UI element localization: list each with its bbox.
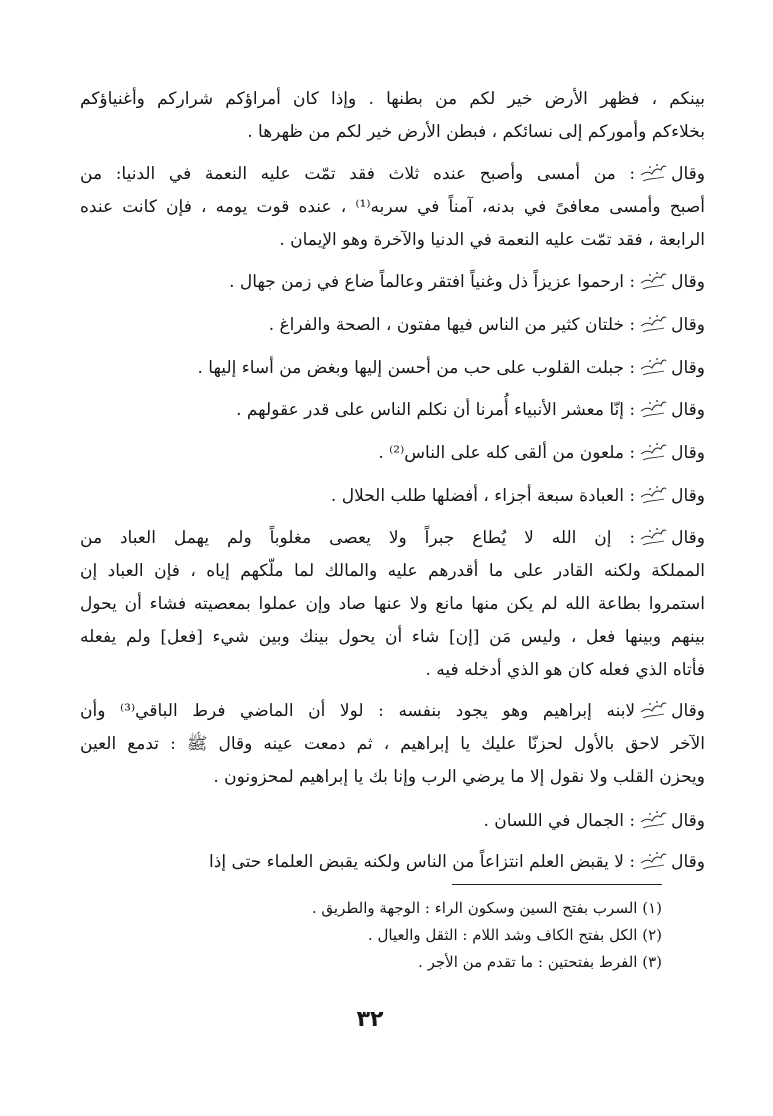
text-line — [80, 761, 705, 794]
footnote-2: (٢) الكل بفتح الكاف وشد اللام : الثقل والعيال . — [367, 926, 662, 944]
paragraph — [80, 522, 705, 687]
line-text: : العبادة سبعة أجزاء ، أفضلها طلب الحلال . — [330, 486, 636, 506]
line-text: لابنه إبراهيم وهو يجود بنفسه : لولا أن الماضي فرط الباقي⁽³⁾ وأن — [80, 701, 636, 721]
line-text: ويحزن القلب ولا نقول إلا ما يرضي الرب وإنا بك يا إبراهيم لمحزونون . — [213, 767, 705, 787]
footnotes — [300, 895, 662, 976]
text-line — [80, 352, 705, 385]
line-text: الرابعة ، فقد تمّت عليه النعمة في الدنيا والآخرة وهو الإيمان . — [279, 230, 705, 250]
text-line — [80, 437, 705, 470]
text-line — [80, 654, 705, 687]
footnote-1: (١) السرب بفتح السين وسكون الراء : الوجهة والطريق . — [311, 899, 662, 917]
line-text: : ملعون من ألقى كله على الناس⁽²⁾ . — [378, 443, 636, 463]
paragraph — [80, 309, 705, 342]
paragraph — [80, 805, 705, 838]
paragraph — [80, 437, 705, 470]
line-text: : ارحموا عزيزاً ذل وغنياً افتقر وعالماً ضاع في زمن جهال . — [229, 272, 636, 292]
text-line — [80, 83, 705, 116]
text-line — [80, 191, 705, 224]
speaker-lead: وقال — [671, 486, 705, 506]
speaker-lead: وقال — [671, 811, 705, 831]
speaker-lead: وقال — [671, 701, 706, 721]
speaker-lead: وقال — [671, 358, 705, 378]
line-text: بينكم ، فظهر الأرض خير لكم من بطنها . وإذا كان أمراؤكم شراركم وأغنياؤكم — [80, 89, 705, 109]
speaker-lead: وقال — [671, 315, 705, 335]
salawat-calligraphy-icon — [638, 524, 668, 550]
paragraph — [80, 480, 705, 513]
speaker-lead: وقال — [671, 272, 705, 292]
footnote-3: (٣) الفرط بفتحتين : ما تقدم من الأجر . — [418, 953, 662, 971]
text-line — [80, 266, 705, 299]
paragraph — [80, 394, 705, 427]
paragraph — [80, 83, 705, 149]
text-line — [80, 846, 705, 879]
paragraph — [80, 846, 705, 879]
line-text: استمروا بطاعة الله لم يكن منها مانع ولا عنها صاد وإن عملوا بمعصيته فشاء أن يحول — [80, 594, 705, 614]
paragraph — [80, 266, 705, 299]
text-line — [80, 224, 705, 257]
line-text: : من أمسى وأصبح عنده ثلاث فقد تمّت عليه النعمة في الدنيا: من — [80, 164, 636, 184]
text-line — [80, 522, 705, 555]
paragraph — [80, 158, 705, 257]
line-text: الآخر لاحق بالأول لحزنّا عليك يا إبراهيم ، ثم دمعت عينه وقال ﷺ : تدمع العين — [80, 734, 705, 754]
text-line — [80, 480, 705, 513]
text-line — [80, 621, 705, 654]
line-text: : الجمال في اللسان . — [483, 811, 636, 831]
text-line — [80, 394, 705, 427]
salawat-calligraphy-icon — [638, 807, 668, 833]
salawat-calligraphy-icon — [638, 396, 668, 422]
speaker-lead: وقال — [671, 443, 705, 463]
paragraph — [80, 352, 705, 385]
line-text: بخلاءكم وأموركم إلى نسائكم ، فبطن الأرض خير لكم من ظهرها . — [247, 122, 705, 142]
footnote-separator — [452, 884, 662, 885]
speaker-lead: وقال — [671, 164, 705, 184]
salawat-calligraphy-icon — [638, 311, 668, 337]
text-line — [80, 158, 705, 191]
text-line — [80, 309, 705, 342]
text-line — [80, 555, 705, 588]
text-line — [80, 588, 705, 621]
line-text: : خلتان كثير من الناس فيها مفتون ، الصحة والفراغ . — [268, 315, 636, 335]
salawat-calligraphy-icon — [638, 697, 668, 723]
speaker-lead: وقال — [671, 852, 705, 872]
salawat-calligraphy-icon — [638, 160, 668, 186]
salawat-calligraphy-icon — [638, 482, 668, 508]
speaker-lead: وقال — [671, 400, 705, 420]
line-text: : لا يقبض العلم انتزاعاً من الناس ولكنه يقبض العلماء حتى إذا — [209, 852, 636, 872]
text-line — [80, 116, 705, 149]
text-line — [80, 728, 705, 761]
paragraph — [80, 695, 705, 794]
line-text: بينهم وبينها فعل ، وليس مَن [إن] شاء أن يحول بينك وبين شيء [فعل] ولم يفعله — [80, 627, 705, 647]
salawat-calligraphy-icon — [638, 848, 668, 874]
line-text: : جبلت القلوب على حب من أحسن إليها وبغض من أساء إليها . — [197, 358, 636, 378]
line-text: أصبح وأمسى معافىً في بدنه، آمناً في سربه⁽¹⁾ ، عنده قوت يومه ، فإن كانت عنده — [80, 197, 705, 217]
line-text: فأتاه الذي فعله كان هو الذي أدخله فيه . — [425, 660, 705, 680]
text-line — [80, 695, 705, 728]
salawat-calligraphy-icon — [638, 268, 668, 294]
line-text: المملكة ولكنه القادر على ما أقدرهم عليه والمالك لما ملّكهم إياه ، فإن العباد إن — [80, 561, 705, 581]
speaker-lead: وقال — [671, 528, 705, 548]
line-text: : إن الله لا يُطاع جبراً ولا يعصى مغلوباً ولم يهمل العباد من — [80, 528, 636, 548]
salawat-calligraphy-icon — [638, 354, 668, 380]
page-number: ٣٢ — [356, 1007, 384, 1032]
line-text: : إنّا معشر الأنبياء أُمرنا أن نكلم الناس على قدر عقولهم . — [236, 400, 636, 420]
text-line — [80, 805, 705, 838]
salawat-calligraphy-icon — [638, 439, 668, 465]
